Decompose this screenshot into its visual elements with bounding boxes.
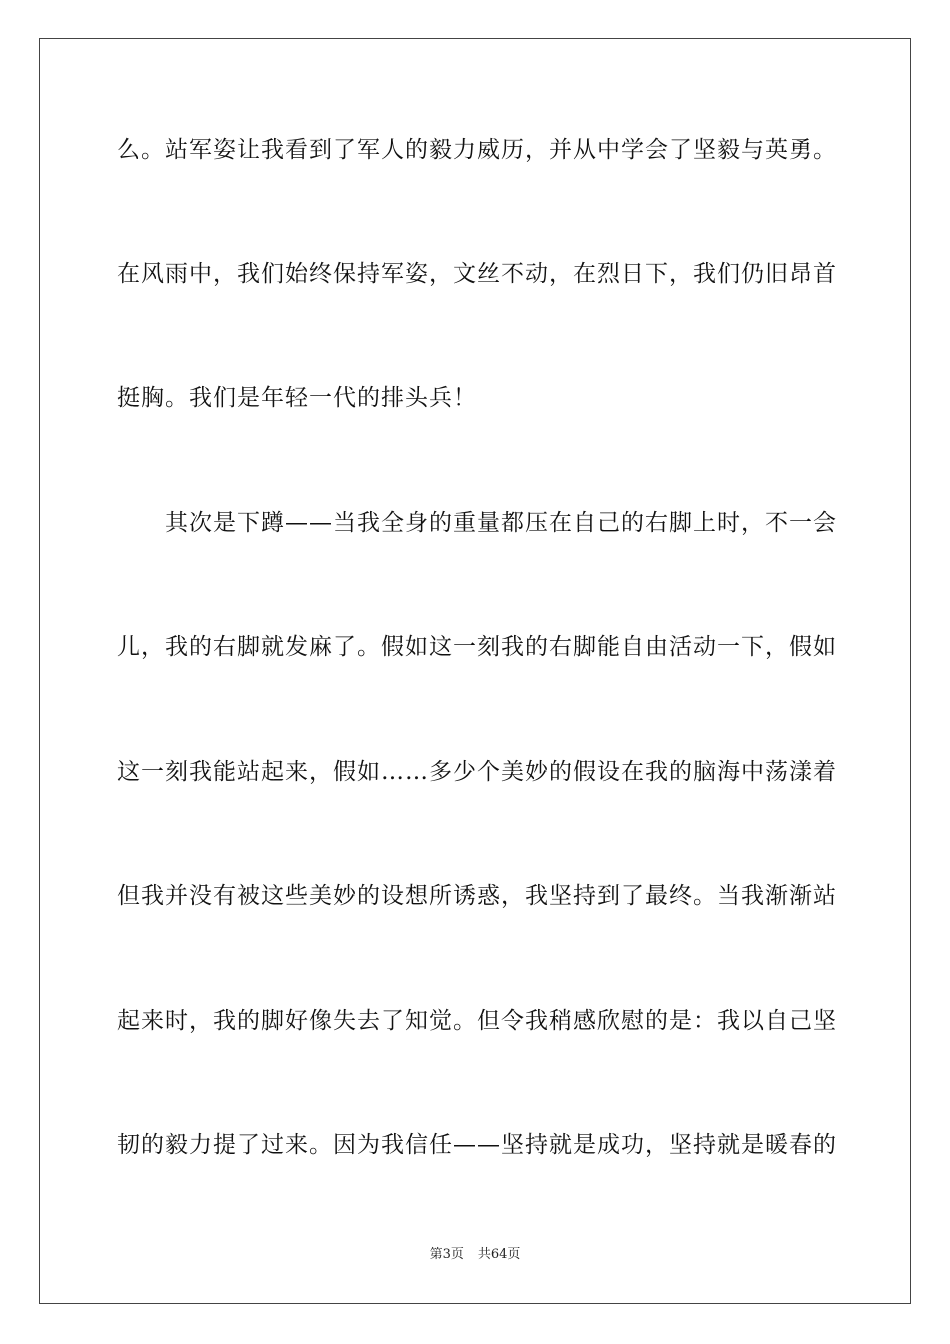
body-line-7: 但我并没有被这些美妙的设想所诱惑，我坚持到了最终。当我渐渐站: [117, 883, 837, 909]
body-line-4: 其次是下蹲——当我全身的重量都压在自己的右脚上时，不一会: [165, 510, 837, 536]
page-number: 第3页: [429, 1247, 464, 1262]
body-line-9: 韧的毅力提了过来。因为我信任——坚持就是成功，坚持就是暖春的: [117, 1132, 837, 1158]
page-border: [39, 38, 911, 1304]
body-line-8: 起来时，我的脚好像失去了知觉。但令我稍感欣慰的是：我以自己坚: [117, 1008, 837, 1034]
page-footer: [0, 1246, 950, 1264]
body-line-3: 挺胸。我们是年轻一代的排头兵！: [117, 385, 477, 411]
body-line-6: 这一刻我能站起来，假如……多少个美妙的假设在我的脑海中荡漾着: [117, 759, 837, 785]
body-line-2: 在风雨中，我们始终保持军姿，文丝不动，在烈日下，我们仍旧昂首: [117, 261, 837, 287]
page-total: 共64页: [477, 1247, 521, 1262]
body-line-5: 儿，我的右脚就发麻了。假如这一刻我的右脚能自由活动一下，假如: [117, 634, 837, 660]
body-line-1: 么。站军姿让我看到了军人的毅力威历，并从中学会了坚毅与英勇。: [117, 137, 837, 163]
